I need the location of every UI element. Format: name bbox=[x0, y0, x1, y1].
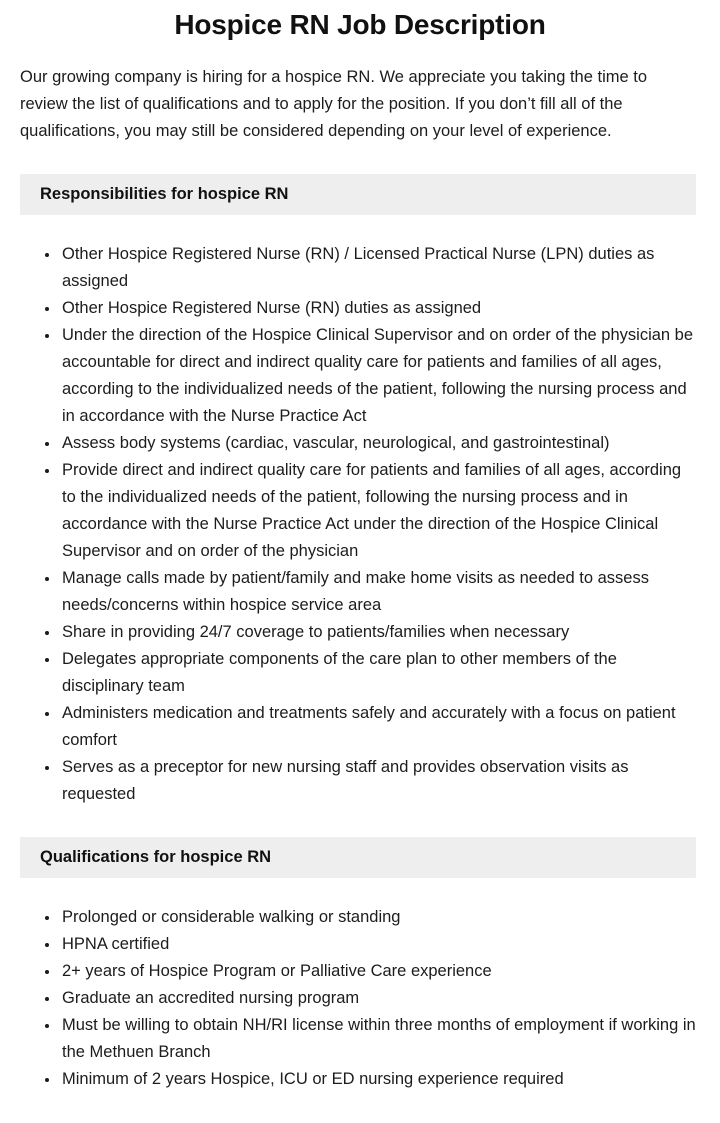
list-item: • Assess body systems (cardiac, vascular, neurological, and gastrointestinal) bbox=[60, 430, 696, 457]
list-item: • Prolonged or considerable walking or standing bbox=[60, 904, 696, 931]
responsibilities-list bbox=[20, 241, 696, 808]
list-item: • Share in providing 24/7 coverage to patients/families when necessary bbox=[60, 619, 696, 646]
intro-paragraph: Our growing company is hiring for a hospice RN. We appreciate you taking the time to review the list of qualifications and to apply for the position. If you don’t fill all of the qualifications, you may still be considered depending on your level of experience. bbox=[20, 68, 647, 140]
qualifications-list bbox=[20, 904, 696, 1093]
list-item: • HPNA certified bbox=[60, 931, 696, 958]
list-item: • Under the direction of the Hospice Clinical Supervisor and on order of the physician be accountable for direct and indirect quality care for patients and families of all ages, according to the individualized needs of the patient, following the nursing process and in accordance with the Nurse Practice Act bbox=[60, 322, 696, 430]
list-item: • Serves as a preceptor for new nursing staff and provides observation visits as requested bbox=[60, 754, 696, 808]
list-item: • Other Hospice Registered Nurse (RN) duties as assigned bbox=[60, 295, 696, 322]
page-title: Hospice RN Job Description bbox=[174, 9, 546, 40]
section-heading-responsibilities: Responsibilities for hospice RN bbox=[20, 174, 696, 215]
list-item: • Minimum of 2 years Hospice, ICU or ED nursing experience required bbox=[60, 1066, 696, 1093]
list-item: • Must be willing to obtain NH/RI license within three months of employment if working in the Methuen Branch bbox=[60, 1012, 696, 1066]
list-item: • 2+ years of Hospice Program or Palliative Care experience bbox=[60, 958, 696, 985]
list-item: • Graduate an accredited nursing program bbox=[60, 985, 696, 1012]
list-item: • Provide direct and indirect quality care for patients and families of all ages, according to the individualized needs of the patient, following the nursing process and in accordance with the Nurse Practice Act under the direction of the Hospice Clinical Supervisor and on order of the physician bbox=[60, 457, 696, 565]
list-item: • Administers medication and treatments safely and accurately with a focus on patient comfort bbox=[60, 700, 696, 754]
list-item: • Delegates appropriate components of the care plan to other members of the disciplinary team bbox=[60, 646, 696, 700]
list-item: • Other Hospice Registered Nurse (RN) / Licensed Practical Nurse (LPN) duties as assigned bbox=[60, 241, 696, 295]
list-item: • Manage calls made by patient/family and make home visits as needed to assess needs/concerns within hospice service area bbox=[60, 565, 696, 619]
section-heading-qualifications: Qualifications for hospice RN bbox=[20, 837, 696, 878]
